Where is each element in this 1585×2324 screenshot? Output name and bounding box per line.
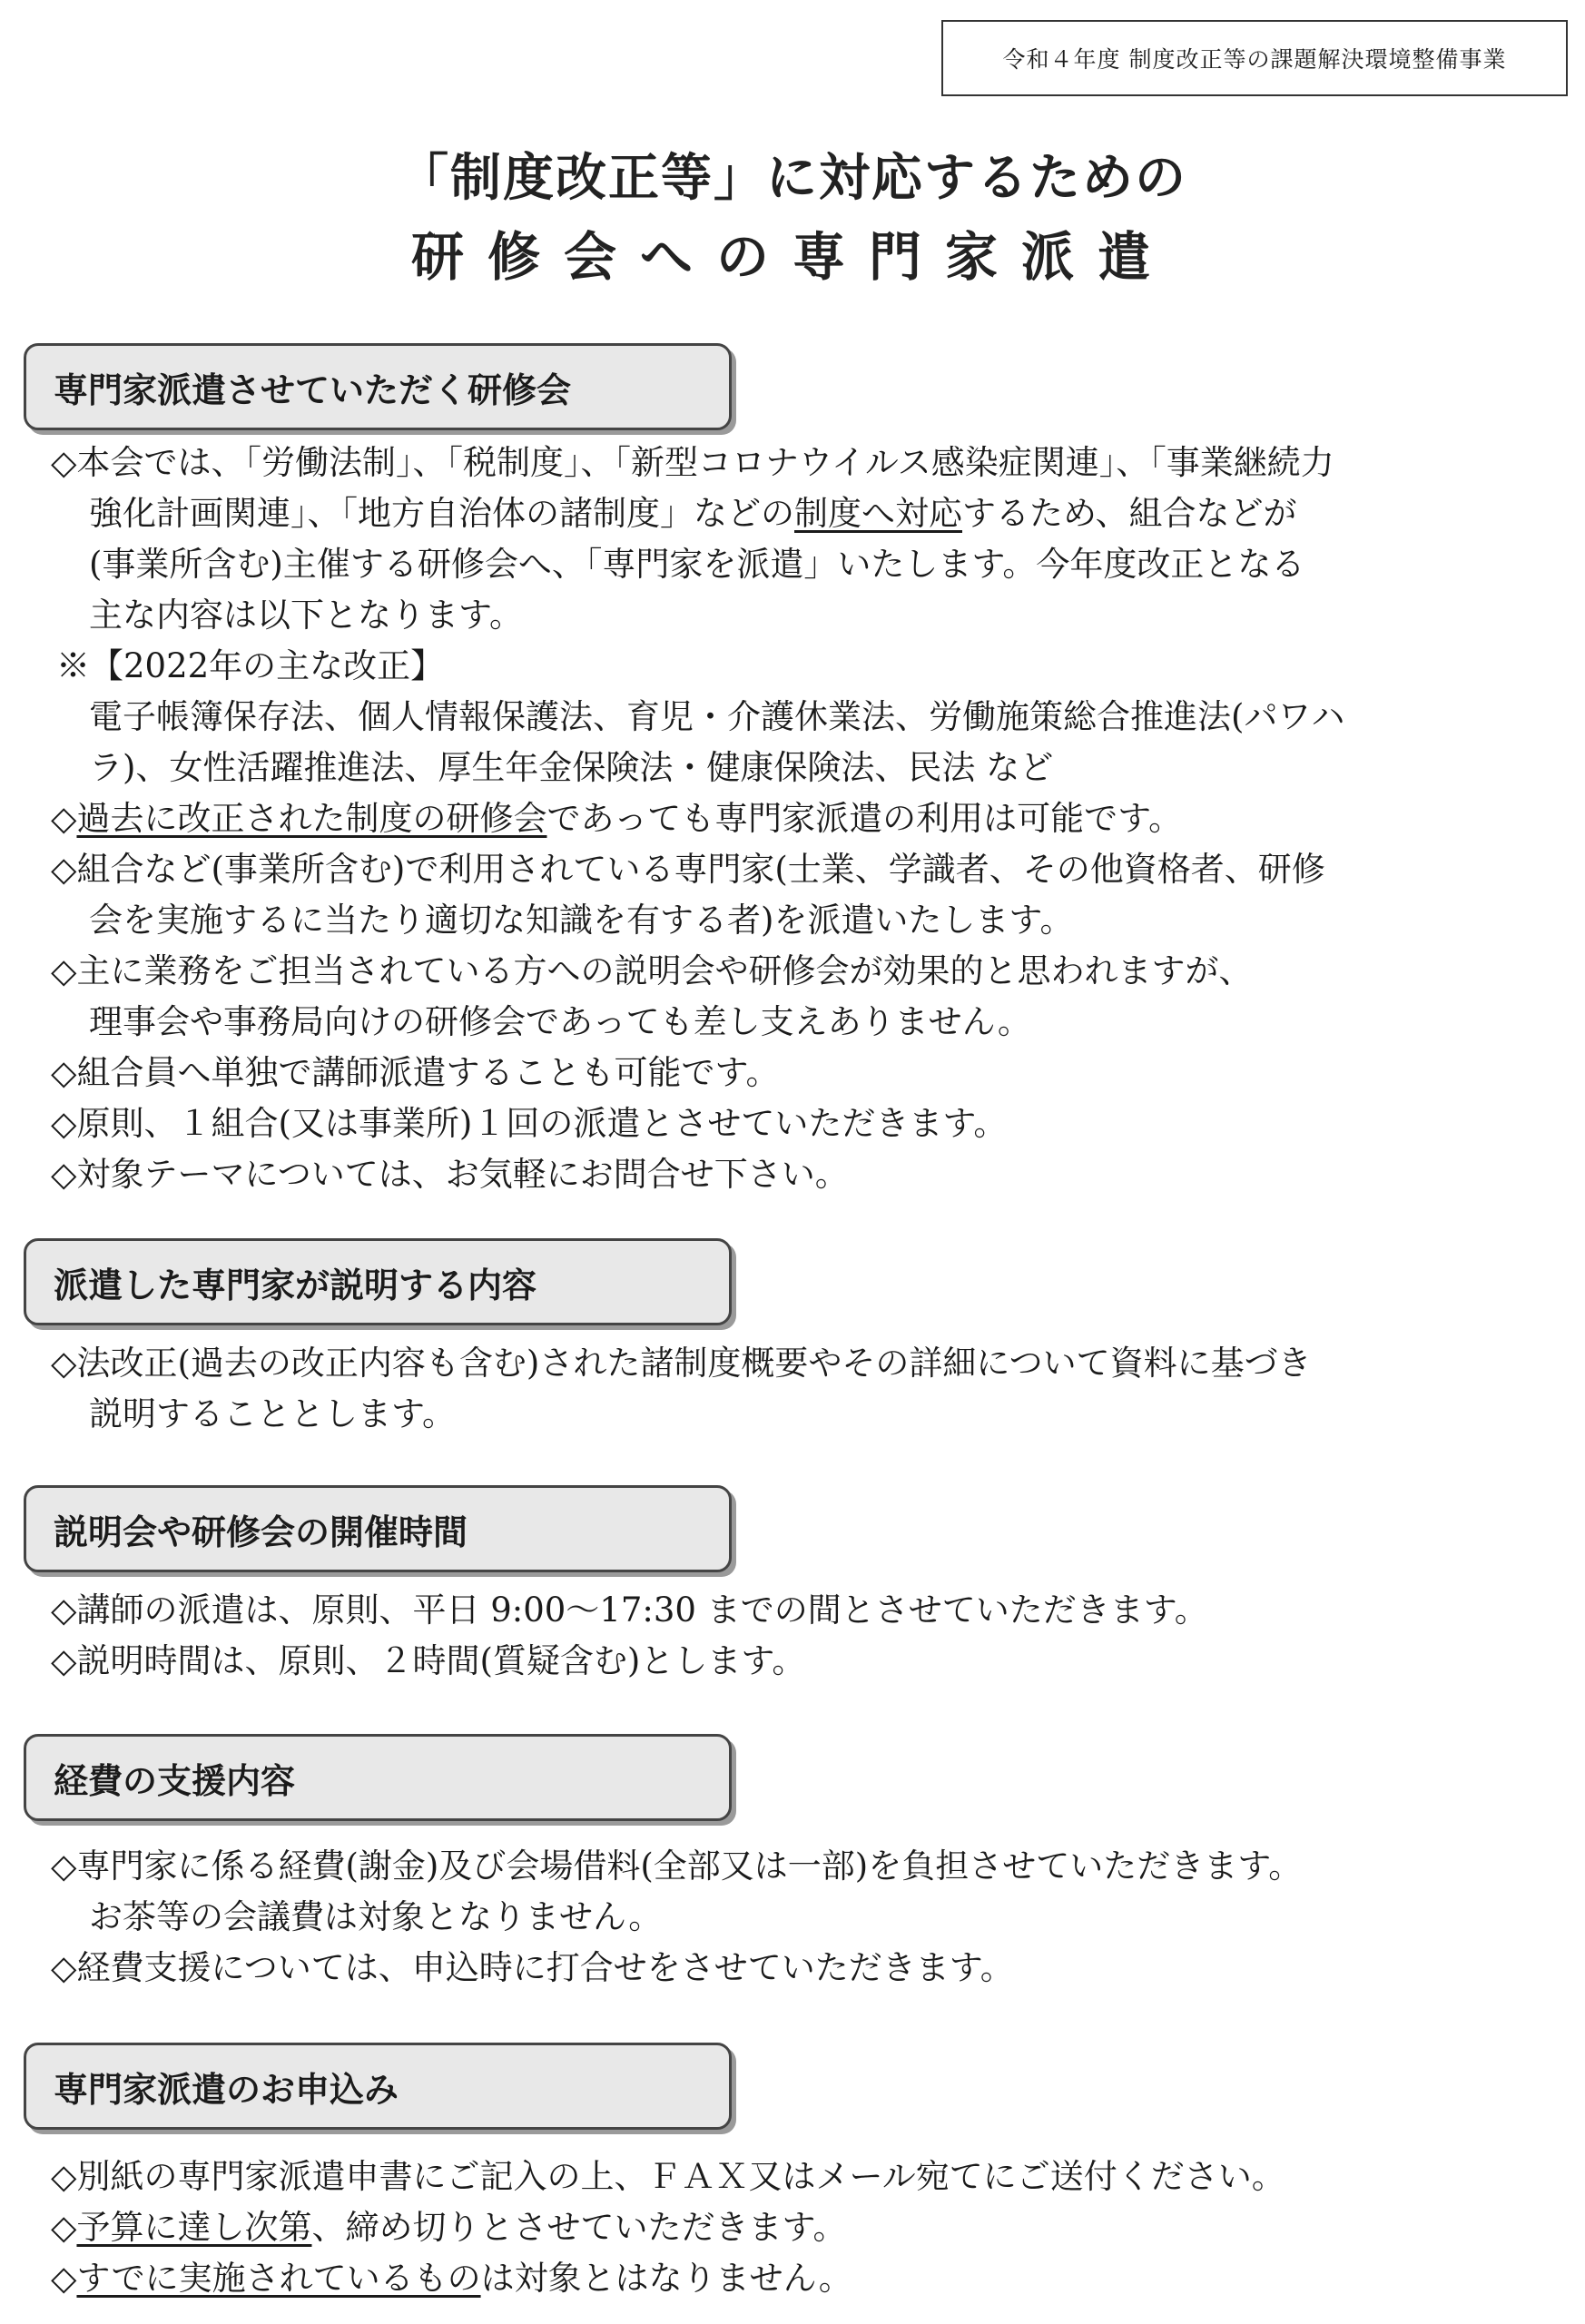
bullet-text: ◇組合員へ単独で講師派遣することも可能です。 <box>51 1053 780 1092</box>
page-title-line2: 研修会への専門家派遣 <box>410 226 1174 288</box>
page-title-line1: 「制度改正等」に対応するための <box>398 149 1187 208</box>
bullet-text: ◇対象テーマについては、お気軽にお問合せ下さい。 <box>51 1155 849 1194</box>
note-text: ラ)、女性活躍推進法、厚生年金保険法・健康保険法、民法 など <box>89 748 1054 787</box>
bullet-text: ◇本会では、「労働法制」、「税制度」、「新型コロナウイルス感染症関連」、「事業継続力 <box>51 443 1334 482</box>
note-text: 電子帳簿保存法、個人情報保護法、育児・介護休業法、労働施策総合推進法(パワハ <box>89 697 1345 736</box>
note-title: ※【2022年の主な改正】 <box>56 646 445 685</box>
section-body-content <box>51 1338 1540 1440</box>
section-body-hours <box>51 1585 1540 1687</box>
program-name-box: 令和４年度 制度改正等の課題解決環境整備事業 <box>941 20 1568 96</box>
underlined-text: すでに実施されているもの <box>76 2259 481 2298</box>
bullet-text: ◇専門家に係る経費(謝金)及び会場借料(全部又は一部)を負担させていただきます。 <box>51 1846 1303 1886</box>
bullet-text: ◇講師の派遣は、原則、平日 9:00～17:30 までの間とさせていただきます。 <box>51 1590 1208 1630</box>
bullet-text: お茶等の会議費は対象となりません。 <box>89 1897 663 1936</box>
bullet-text: ◇経費支援については、申込時に打合せをさせていただきます。 <box>51 1948 1014 1987</box>
bullet-text: ◇原則、１組合(又は事業所)１回の派遣とさせていただきます。 <box>51 1104 1008 1143</box>
bullet-text: ◇組合など(事業所含む)で利用されている専門家(士業、学識者、その他資格者、研修 <box>51 850 1325 889</box>
section-heading-hours: 説明会や研修会の開催時間 <box>24 1485 732 1572</box>
bullet-text: 主な内容は以下となります。 <box>89 596 524 635</box>
bullet-text: (事業所含む)主催する研修会へ、「専門家を派遣」いたします。今年度改正となる <box>89 545 1305 584</box>
bullet-text: ◇別紙の専門家派遣申書にご記入の上、ＦＡＸ又はメール宛てにご送付ください。 <box>51 2157 1285 2196</box>
bullet-text: 理事会や事務局向けの研修会であっても差し支えありません。 <box>89 1002 1031 1041</box>
bullet-text: 会を実施するに当たり適切な知識を有する者)を派遣いたします。 <box>89 901 1074 940</box>
bullet-text: ◇過去に改正された制度の研修会であっても専門家派遣の利用は可能です。 <box>51 799 1183 838</box>
section-heading-content: 派遣した専門家が説明する内容 <box>24 1238 732 1325</box>
section-heading-expenses: 経費の支援内容 <box>24 1734 732 1821</box>
section-heading-application: 専門家派遣のお申込み <box>24 2043 732 2130</box>
underlined-text: 予算に達し次第 <box>76 2208 312 2247</box>
underlined-text: 制度へ対応 <box>794 494 962 533</box>
bullet-text: ◇すでに実施されているものは対象とはなりません。 <box>51 2259 852 2298</box>
bullet-text: ◇説明時間は、原則、２時間(質疑含む)とします。 <box>51 1641 806 1680</box>
bullet-text: 説明することとします。 <box>89 1394 457 1433</box>
section-body-expenses <box>51 1841 1540 1994</box>
bullet-text: 強化計画関連」、「地方自治体の諸制度」などの制度へ対応するため、組合などが <box>89 494 1297 533</box>
underlined-text: 過去に改正された制度の研修会 <box>76 799 547 838</box>
bullet-text: ◇法改正(過去の改正内容も含む)された諸制度概要やその詳細について資料に基づき <box>51 1344 1312 1383</box>
bullet-text: ◇予算に達し次第、締め切りとさせていただきます。 <box>51 2208 847 2247</box>
section-body-seminars <box>51 438 1540 1200</box>
section-body-application <box>51 2152 1540 2304</box>
section-heading-seminars: 専門家派遣させていただく研修会 <box>24 343 732 430</box>
bullet-text: ◇主に業務をご担当されている方への説明会や研修会が効果的と思われますが、 <box>51 951 1253 990</box>
